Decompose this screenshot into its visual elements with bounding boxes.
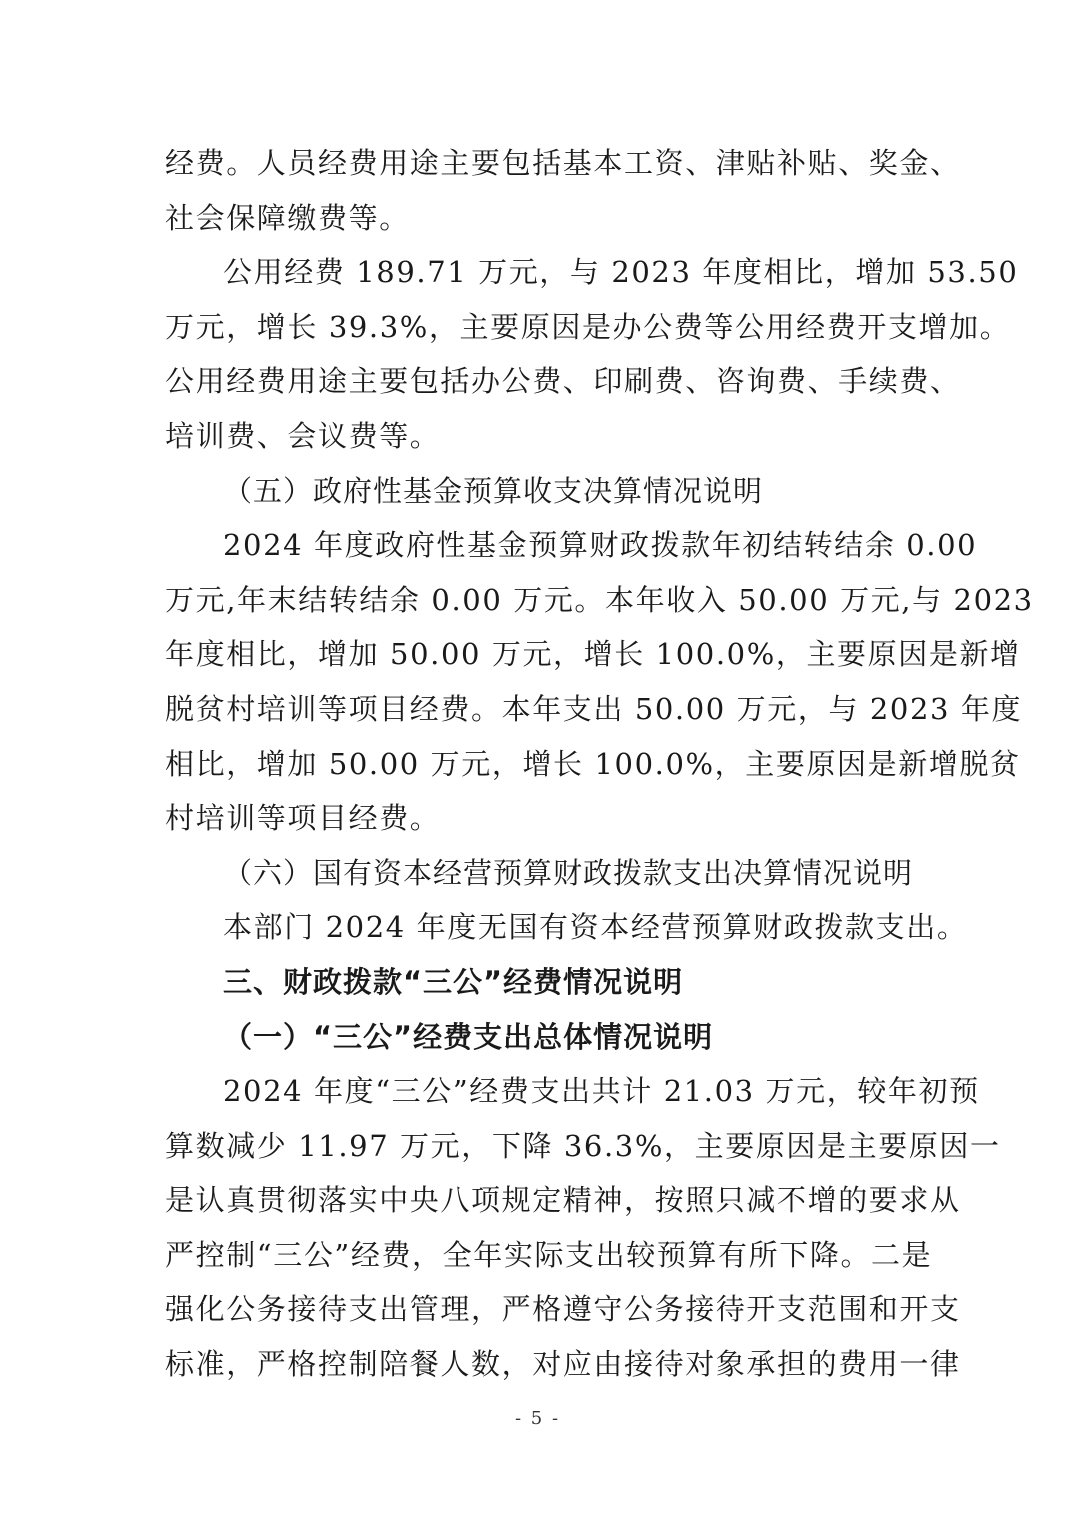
body-line: 村培训等项目经费。 bbox=[165, 801, 441, 836]
body-line: 脱贫村培训等项目经费。本年支出 50.00 万元，与 2023 年度 bbox=[165, 691, 1023, 726]
body-line: 万元，增长 39.3%，主要原因是办公费等公用经费开支增加。 bbox=[165, 309, 1011, 344]
body-line: 公用经费用途主要包括办公费、印刷费、咨询费、手续费、 bbox=[165, 364, 961, 399]
section-heading-5: （五）政府性基金预算收支决算情况说明 bbox=[223, 473, 764, 508]
section-heading-1: （一）“三公”经费支出总体情况说明 bbox=[223, 1019, 714, 1054]
page-number: - 5 - bbox=[514, 1408, 561, 1429]
body-line: 是认真贯彻落实中央八项规定精神，按照只减不增的要求从 bbox=[165, 1183, 961, 1218]
body-line: 标准，严格控制陪餐人数，对应由接待对象承担的费用一律 bbox=[165, 1347, 961, 1382]
body-line: 严控制“三公”经费，全年实际支出较预算有所下降。二是 bbox=[165, 1237, 933, 1272]
body-line: 算数减少 11.97 万元，下降 36.3%，主要原因是主要原因一 bbox=[165, 1128, 1001, 1163]
paragraph-start-line: 2024 年度政府性基金预算财政拨款年初结转结余 0.00 bbox=[223, 528, 978, 563]
paragraph-start-line: 公用经费 189.71 万元，与 2023 年度相比，增加 53.50 bbox=[223, 255, 1019, 290]
paragraph-start-line: 本部门 2024 年度无国有资本经营预算财政拨款支出。 bbox=[223, 910, 968, 945]
chapter-heading-3: 三、财政拨款“三公”经费情况说明 bbox=[223, 964, 684, 999]
body-line: 万元,年末结转结余 0.00 万元。本年收入 50.00 万元,与 2023 bbox=[165, 582, 1034, 617]
body-line: 经费。人员经费用途主要包括基本工资、津贴补贴、奖金、 bbox=[165, 146, 961, 180]
body-line: 年度相比，增加 50.00 万元，增长 100.0%，主要原因是新增 bbox=[165, 637, 1021, 672]
section-heading-6: （六）国有资本经营预算财政拨款支出决算情况说明 bbox=[223, 855, 914, 890]
body-line: 相比，增加 50.00 万元，增长 100.0%，主要原因是新增脱贫 bbox=[165, 746, 1021, 781]
body-line: 培训费、会议费等。 bbox=[165, 418, 441, 453]
document-body bbox=[165, 136, 1034, 1392]
paragraph-start-line: 2024 年度“三公”经费支出共计 21.03 万元，较年初预 bbox=[223, 1074, 980, 1109]
body-line: 社会保障缴费等。 bbox=[165, 200, 410, 235]
body-line: 强化公务接待支出管理，严格遵守公务接待开支范围和开支 bbox=[165, 1292, 961, 1327]
